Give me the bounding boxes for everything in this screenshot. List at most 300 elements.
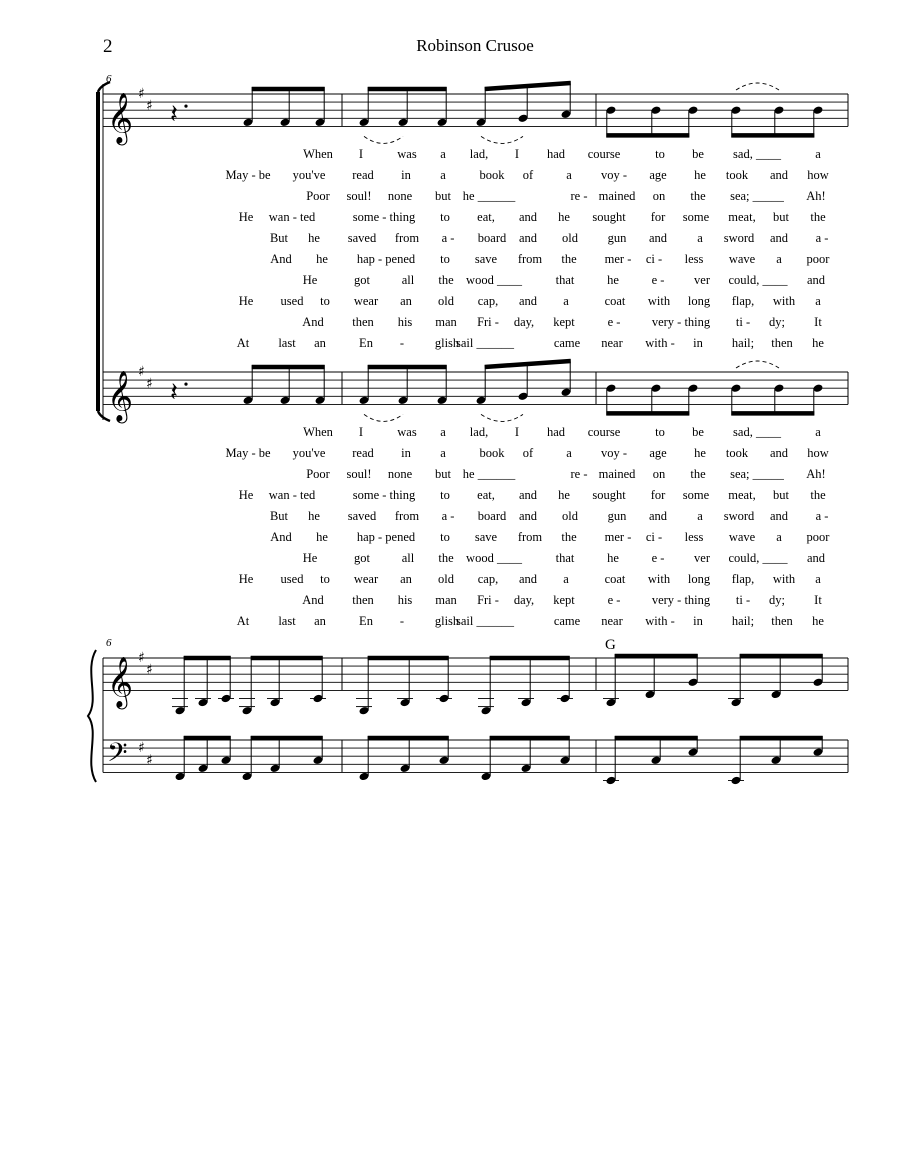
lyric-line	[0, 487, 900, 503]
lyric-syllable: how	[807, 168, 829, 182]
lyric-syllable: mer -	[604, 530, 632, 544]
lyric-syllable: a	[563, 572, 569, 586]
lyric-syllable: was	[397, 147, 417, 161]
lyric-syllable: soul!	[346, 467, 372, 481]
lyric-syllable: and	[648, 231, 668, 245]
lyric-syllable: voy -	[600, 168, 628, 182]
lyric-syllable: He	[238, 488, 254, 502]
lyric-syllable: to	[320, 572, 330, 586]
sharp-icon: ♯	[138, 86, 145, 102]
lyric-syllable: his	[397, 315, 413, 329]
lyric-syllable: and	[518, 210, 538, 224]
lyric-syllable: flap,	[731, 294, 755, 308]
lyric-syllable: glish	[434, 336, 460, 350]
sharp-icon: ♯	[138, 364, 145, 380]
lyric-syllable: to	[440, 252, 450, 266]
lyric-syllable: took	[725, 446, 749, 460]
sharp-icon: ♯	[146, 376, 153, 393]
lyric-syllable: En	[359, 614, 373, 628]
lyric-syllable: used	[280, 572, 304, 586]
lyric-line	[0, 335, 900, 351]
lyric-line	[0, 230, 900, 246]
lyric-syllable: Ah!	[806, 189, 826, 203]
lyric-syllable: hail;	[731, 614, 755, 628]
lyric-syllable: I	[358, 425, 364, 439]
lyric-syllable: May - be	[225, 168, 271, 182]
lyric-syllable: and	[769, 509, 789, 523]
lyric-syllable: could, ____	[728, 551, 788, 565]
lyric-syllable: sought	[592, 488, 626, 502]
lyric-syllable: and	[518, 509, 538, 523]
lyric-syllable: an	[314, 614, 326, 628]
lyric-syllable: sad, ____	[733, 147, 781, 161]
lyric-syllable: When	[303, 425, 333, 439]
lyric-syllable: he	[308, 509, 320, 523]
lyric-syllable: coat	[604, 572, 626, 586]
lyric-syllable: board	[477, 231, 507, 245]
lyric-syllable: on	[652, 189, 666, 203]
dashed-slur	[736, 83, 779, 90]
lyric-syllable: e -	[607, 593, 621, 607]
lyric-syllable: to	[655, 147, 665, 161]
lyric-syllable: last	[278, 336, 296, 350]
lyric-syllable: in	[693, 614, 703, 628]
lyric-syllable: saved	[347, 231, 377, 245]
lyric-syllable: wood ____	[466, 551, 522, 565]
lyric-syllable: with -	[645, 614, 675, 628]
lyric-syllable: sea; _____	[730, 467, 784, 481]
lyric-syllable: dy;	[769, 593, 785, 607]
lyric-syllable: sea; _____	[730, 189, 784, 203]
lyric-syllable: very - thing	[651, 593, 711, 607]
sharp-icon: ♯	[138, 740, 145, 757]
lyric-syllable: he	[558, 488, 570, 502]
lyric-syllable: coat	[604, 294, 626, 308]
lyric-syllable: cap,	[477, 572, 499, 586]
lyric-syllable: a -	[815, 231, 829, 245]
lyric-syllable: meat,	[728, 488, 756, 502]
lyric-syllable: At	[236, 614, 250, 628]
lyric-syllable: to	[440, 488, 450, 502]
lyric-syllable: he	[316, 252, 328, 266]
lyric-syllable: an	[400, 294, 412, 308]
lyric-syllable: of	[522, 168, 534, 182]
lyric-syllable: wan - ted	[268, 488, 316, 502]
lyric-syllable: for	[650, 488, 666, 502]
lyric-syllable: save	[474, 252, 498, 266]
lyric-syllable: in	[401, 446, 411, 460]
lyric-syllable: dy;	[769, 315, 785, 329]
bracket	[98, 82, 110, 92]
lyric-syllable: e -	[651, 273, 665, 287]
lyric-syllable: he ______	[462, 189, 516, 203]
lyric-syllable: Fri -	[477, 315, 499, 329]
lyric-syllable: lad,	[469, 425, 489, 439]
lyric-syllable: wear	[353, 572, 379, 586]
lyric-syllable: a -	[441, 509, 455, 523]
lyric-syllable: re -	[570, 467, 588, 481]
lyric-syllable: the	[561, 252, 577, 266]
lyric-syllable: hap - pened	[356, 530, 416, 544]
treble-clef-icon: 𝄞	[107, 370, 134, 422]
lyric-syllable: all	[401, 273, 415, 287]
lyric-syllable: read	[352, 168, 374, 182]
lyric-syllable: re -	[570, 189, 588, 203]
lyric-syllable: be	[692, 425, 704, 439]
treble-clef-icon: 𝄞	[107, 656, 134, 708]
lyric-syllable: and	[769, 446, 789, 460]
lyric-syllable: He	[302, 273, 318, 287]
lyric-syllable: he	[558, 210, 570, 224]
lyric-syllable: a	[440, 425, 446, 439]
lyric-syllable: took	[725, 168, 749, 182]
lyric-syllable: the	[561, 530, 577, 544]
lyric-line	[0, 293, 900, 309]
lyric-syllable: then	[352, 593, 374, 607]
lyric-syllable: read	[352, 446, 374, 460]
lyric-syllable: man	[435, 315, 457, 329]
lyric-syllable: But	[269, 509, 289, 523]
lyric-syllable: of	[522, 446, 534, 460]
lyric-syllable: wave	[728, 530, 756, 544]
lyric-syllable: eat,	[477, 210, 495, 224]
lyric-syllable: sword	[723, 231, 755, 245]
lyric-syllable: to	[440, 530, 450, 544]
lyric-line	[0, 529, 900, 545]
lyric-syllable: Fri -	[477, 593, 499, 607]
lyric-line	[0, 209, 900, 225]
sharp-icon: ♯	[138, 650, 145, 666]
lyric-syllable: used	[280, 294, 304, 308]
sharp-icon: ♯	[146, 98, 153, 115]
lyric-syllable: to	[320, 294, 330, 308]
lyric-syllable: and	[769, 231, 789, 245]
lyric-line	[0, 571, 900, 587]
lyric-syllable: May - be	[225, 446, 271, 460]
lyric-syllable: in	[401, 168, 411, 182]
lyric-syllable: had	[546, 425, 566, 439]
lyric-syllable: but	[435, 467, 451, 481]
lyric-syllable: En	[359, 336, 373, 350]
lyric-syllable: And	[270, 252, 292, 266]
lyric-syllable: Poor	[306, 467, 330, 481]
lyric-syllable: mained	[598, 467, 636, 481]
lyric-syllable: day,	[513, 593, 535, 607]
lyric-syllable: was	[397, 425, 417, 439]
lyric-line	[0, 592, 900, 608]
lyric-syllable: He	[238, 572, 254, 586]
lyric-syllable: he	[812, 614, 824, 628]
lyric-syllable: book	[479, 168, 505, 182]
chord-symbol: G	[605, 637, 616, 653]
lyric-syllable: his	[397, 593, 413, 607]
lyric-syllable: less	[684, 530, 704, 544]
lyric-syllable: with	[647, 294, 671, 308]
lyric-syllable: e -	[651, 551, 665, 565]
lyric-syllable: voy -	[600, 446, 628, 460]
lyric-syllable: got	[354, 273, 370, 287]
lyric-syllable: save	[474, 530, 498, 544]
lyric-syllable: to	[655, 425, 665, 439]
lyric-syllable: course	[587, 425, 621, 439]
lyric-line	[0, 550, 900, 566]
lyric-syllable: board	[477, 509, 507, 523]
lyric-syllable: eat,	[477, 488, 495, 502]
dashed-slur	[364, 136, 403, 143]
lyric-syllable: age	[649, 168, 667, 182]
lyric-syllable: and	[518, 488, 538, 502]
lyric-syllable: he	[694, 446, 706, 460]
lyric-syllable: a -	[441, 231, 455, 245]
lyric-syllable: a	[815, 572, 821, 586]
lyric-syllable: got	[354, 551, 370, 565]
lyric-syllable: the	[690, 189, 706, 203]
lyric-syllable: a	[697, 509, 703, 523]
lyric-syllable: -	[399, 614, 405, 628]
lyric-syllable: e -	[607, 315, 621, 329]
lyric-syllable: some	[682, 210, 710, 224]
lyric-syllable: old	[438, 572, 454, 586]
lyric-syllable: he	[694, 168, 706, 182]
lyric-syllable: ti -	[735, 593, 751, 607]
lyric-syllable: sought	[592, 210, 626, 224]
lyric-syllable: gun	[607, 509, 627, 523]
lyric-syllable: lad,	[469, 147, 489, 161]
lyric-syllable: and	[648, 509, 668, 523]
lyric-syllable: be	[692, 147, 704, 161]
lyric-syllable: a	[697, 231, 703, 245]
treble-clef-icon: 𝄞	[107, 92, 134, 144]
lyric-syllable: an	[400, 572, 412, 586]
lyric-syllable: none	[387, 189, 413, 203]
lyric-line	[0, 314, 900, 330]
lyric-syllable: some - thing	[352, 210, 416, 224]
lyric-syllable: sword	[723, 509, 755, 523]
lyric-syllable: he	[308, 231, 320, 245]
lyric-syllable: -	[399, 336, 405, 350]
lyric-syllable: he	[607, 551, 619, 565]
lyric-syllable: and	[518, 294, 538, 308]
lyric-syllable: a	[815, 294, 821, 308]
lyric-syllable: he	[316, 530, 328, 544]
lyric-syllable: the	[438, 551, 454, 565]
lyric-syllable: long	[687, 572, 711, 586]
lyric-syllable: age	[649, 446, 667, 460]
lyric-syllable: a	[440, 446, 446, 460]
lyric-syllable: none	[387, 467, 413, 481]
lyric-line	[0, 188, 900, 204]
lyric-syllable: wood ____	[466, 273, 522, 287]
lyric-syllable: ti -	[735, 315, 751, 329]
lyric-syllable: you've	[292, 168, 326, 182]
lyric-syllable: mained	[598, 189, 636, 203]
lyric-line	[0, 613, 900, 629]
lyric-syllable: on	[652, 467, 666, 481]
lyric-syllable: At	[236, 336, 250, 350]
lyric-syllable: and	[769, 168, 789, 182]
lyric-syllable: some	[682, 488, 710, 502]
page-number: 2	[103, 36, 113, 57]
lyric-syllable: It	[814, 315, 822, 329]
lyric-syllable: sail ______	[456, 614, 514, 628]
lyric-syllable: in	[693, 336, 703, 350]
lyric-line	[0, 508, 900, 524]
lyric-syllable: the	[810, 210, 826, 224]
piano-brace	[88, 650, 96, 782]
lyric-syllable: and	[806, 551, 826, 565]
lyric-syllable: a	[440, 147, 446, 161]
lyric-syllable: he	[607, 273, 619, 287]
dashed-slur	[481, 136, 523, 143]
lyric-syllable: poor	[806, 252, 830, 266]
lyric-syllable: then	[352, 315, 374, 329]
beam	[485, 361, 571, 367]
lyric-syllable: cap,	[477, 294, 499, 308]
lyric-syllable: had	[546, 147, 566, 161]
lyric-syllable: old	[438, 294, 454, 308]
lyric-syllable: from	[394, 231, 420, 245]
lyric-syllable: all	[401, 551, 415, 565]
lyric-syllable: ci -	[645, 530, 663, 544]
lyric-syllable: He	[302, 551, 318, 565]
lyric-syllable: sad, ____	[733, 425, 781, 439]
lyric-syllable: soul!	[346, 189, 372, 203]
lyric-syllable: course	[587, 147, 621, 161]
lyric-syllable: a	[440, 168, 446, 182]
lyric-line	[0, 466, 900, 482]
lyric-syllable: flap,	[731, 572, 755, 586]
sharp-icon: ♯	[146, 752, 153, 769]
lyric-syllable: a	[776, 252, 782, 266]
lyric-syllable: then	[771, 614, 793, 628]
lyric-syllable: wave	[728, 252, 756, 266]
lyric-syllable: wan - ted	[268, 210, 316, 224]
lyric-syllable: It	[814, 593, 822, 607]
lyric-syllable: book	[479, 446, 505, 460]
lyric-syllable: ver	[694, 273, 710, 287]
lyric-syllable: ver	[694, 551, 710, 565]
lyric-syllable: hap - pened	[356, 252, 416, 266]
lyric-syllable: came	[553, 336, 581, 350]
bass-clef-icon: 𝄢	[107, 736, 128, 775]
lyric-syllable: for	[650, 210, 666, 224]
lyric-syllable: from	[517, 252, 543, 266]
beam	[485, 83, 571, 89]
lyric-syllable: old	[562, 509, 578, 523]
lyric-syllable: gun	[607, 231, 627, 245]
lyric-syllable: and	[518, 231, 538, 245]
lyric-syllable: day,	[513, 315, 535, 329]
lyric-syllable: could, ____	[728, 273, 788, 287]
lyric-syllable: He	[238, 210, 254, 224]
dashed-slur	[736, 361, 779, 368]
lyric-syllable: you've	[292, 446, 326, 460]
lyric-syllable: the	[438, 273, 454, 287]
lyric-syllable: I	[358, 147, 364, 161]
lyric-syllable: an	[314, 336, 326, 350]
lyric-line	[0, 251, 900, 267]
lyric-syllable: that	[555, 273, 575, 287]
lyric-syllable: with -	[645, 336, 675, 350]
quarter-rest-icon: 𝄽	[170, 377, 178, 408]
lyric-syllable: old	[562, 231, 578, 245]
lyric-syllable: the	[810, 488, 826, 502]
dashed-slur	[364, 414, 403, 421]
lyric-syllable: near	[601, 614, 623, 628]
lyric-syllable: the	[690, 467, 706, 481]
lyric-syllable: man	[435, 593, 457, 607]
lyric-syllable: he	[812, 336, 824, 350]
lyric-syllable: then	[771, 336, 793, 350]
lyric-syllable: Ah!	[806, 467, 826, 481]
lyric-line	[0, 272, 900, 288]
lyric-syllable: but	[773, 488, 789, 502]
lyric-syllable: with	[772, 294, 796, 308]
lyric-syllable: from	[517, 530, 543, 544]
lyric-syllable: Poor	[306, 189, 330, 203]
lyric-line	[0, 445, 900, 461]
lyric-syllable: a	[815, 425, 821, 439]
lyric-syllable: poor	[806, 530, 830, 544]
lyric-syllable: to	[440, 210, 450, 224]
lyric-syllable: kept	[553, 593, 575, 607]
lyric-syllable: from	[394, 509, 420, 523]
lyric-syllable: near	[601, 336, 623, 350]
lyric-syllable: kept	[553, 315, 575, 329]
lyric-syllable: with	[772, 572, 796, 586]
page-title: Robinson Crusoe	[416, 36, 534, 55]
lyric-syllable: wear	[353, 294, 379, 308]
lyric-syllable: and	[806, 273, 826, 287]
measure-number: 6	[106, 73, 112, 85]
lyric-syllable: hail;	[731, 336, 755, 350]
lyric-syllable: But	[269, 231, 289, 245]
lyric-syllable: came	[553, 614, 581, 628]
lyric-syllable: I	[514, 147, 520, 161]
lyric-syllable: he ______	[462, 467, 516, 481]
lyric-syllable: glish	[434, 614, 460, 628]
lyric-syllable: a	[566, 168, 572, 182]
lyric-syllable: And	[302, 593, 324, 607]
lyric-syllable: but	[435, 189, 451, 203]
measure-number: 6	[106, 637, 112, 649]
lyric-syllable: And	[270, 530, 292, 544]
lyric-syllable: sail ______	[456, 336, 514, 350]
lyric-syllable: how	[807, 446, 829, 460]
lyric-syllable: a	[563, 294, 569, 308]
lyric-syllable: last	[278, 614, 296, 628]
lyric-syllable: that	[555, 551, 575, 565]
lyric-syllable: And	[302, 315, 324, 329]
lyric-syllable: When	[303, 147, 333, 161]
lyric-syllable: saved	[347, 509, 377, 523]
lyric-syllable: a -	[815, 509, 829, 523]
lyric-syllable: less	[684, 252, 704, 266]
lyric-syllable: very - thing	[651, 315, 711, 329]
lyric-line	[0, 146, 900, 162]
lyric-syllable: ci -	[645, 252, 663, 266]
quarter-rest-icon: 𝄽	[170, 99, 178, 130]
lyric-syllable: with	[647, 572, 671, 586]
lyric-line	[0, 424, 900, 440]
lyric-syllable: mer -	[604, 252, 632, 266]
lyric-syllable: long	[687, 294, 711, 308]
lyric-syllable: a	[815, 147, 821, 161]
lyric-syllable: a	[566, 446, 572, 460]
lyric-line	[0, 167, 900, 183]
lyric-syllable: meat,	[728, 210, 756, 224]
lyric-syllable: He	[238, 294, 254, 308]
